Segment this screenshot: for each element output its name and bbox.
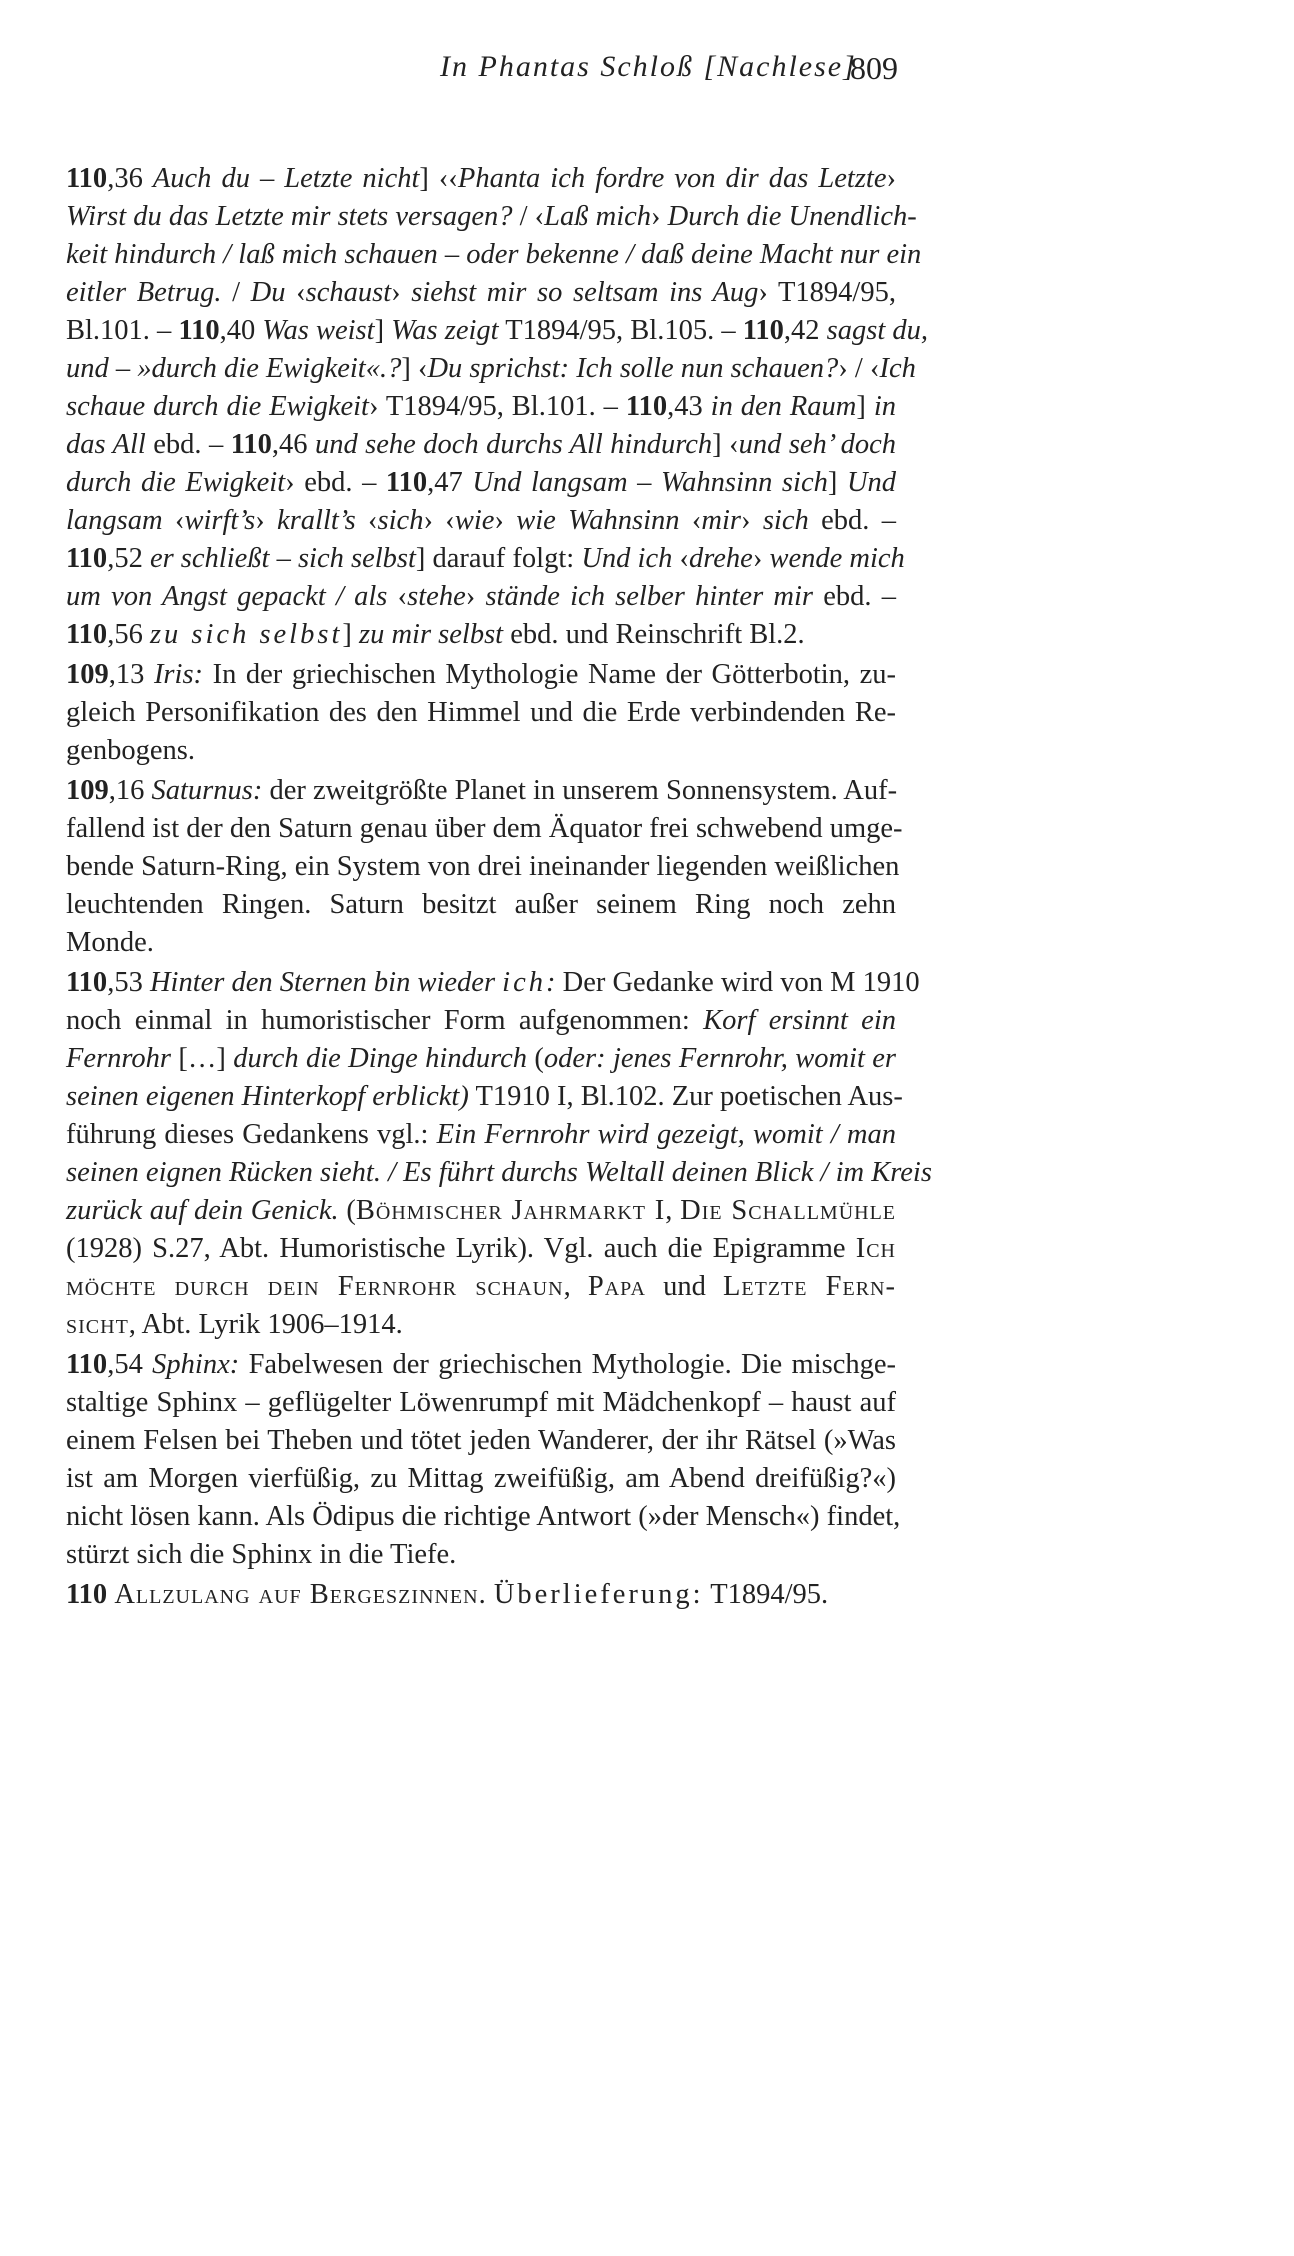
text-segment: ebd. – — [813, 581, 897, 612]
line-reference: 110 — [385, 467, 428, 498]
text-segment: Saturnus: — [151, 775, 263, 806]
line-reference: 110 — [66, 967, 108, 998]
text-line — [66, 810, 903, 848]
text-segment: Sphinx: — [152, 1349, 240, 1380]
text-segment: / — [221, 277, 251, 308]
text-segment: Wirst du das Letzte mir stets versagen? — [66, 201, 513, 232]
text-segment: , — [665, 1195, 681, 1226]
text-segment: Hinter den Sternen bin wieder — [149, 967, 503, 998]
text-segment: wie — [454, 505, 495, 536]
text-segment — [487, 1579, 494, 1610]
text-segment: in den Raum — [710, 391, 857, 422]
text-segment: um von Angst gepackt / als — [66, 581, 388, 612]
text-segment: ,36 — [107, 163, 153, 194]
text-segment: Ein Fernrohr wird gezeigt, womit / man — [436, 1119, 896, 1150]
text-segment: Letzte Fern- — [722, 1271, 896, 1302]
text-segment: Papa — [587, 1271, 646, 1302]
text-segment: der zweitgrößte Planet in unserem Sonnensystem. Auf- — [262, 775, 898, 806]
text-segment: und sehe doch durchs All hindurch — [314, 429, 713, 460]
line-reference: 110 — [625, 391, 668, 422]
text-segment: ‹ — [162, 505, 185, 536]
text-segment: › — [740, 505, 763, 536]
text-line — [66, 312, 929, 350]
text-line — [66, 616, 896, 654]
line-reference: 110 — [66, 163, 108, 194]
text-segment: Was zeigt — [391, 315, 499, 346]
text-segment: ,42 — [783, 315, 827, 346]
text-segment: ich — [502, 967, 546, 998]
text-line — [66, 1116, 896, 1154]
text-segment: Böhmischer Jahrmarkt I — [355, 1195, 666, 1226]
text-line — [66, 388, 896, 426]
text-line — [66, 886, 896, 924]
text-segment: ,53 — [107, 967, 150, 998]
text-segment: seinen eigenen Hinterkopf erblickt) — [66, 1081, 469, 1112]
text-segment: › T1894/95, — [758, 277, 896, 308]
text-line — [66, 1306, 896, 1344]
text-segment: schaue durch die Ewigkeit — [66, 391, 369, 422]
text-segment: staltige Sphinx – geflügelter Löwenrumpf mit Mädchenkopf – haust auf — [66, 1387, 896, 1418]
text-segment: langsam — [66, 505, 163, 536]
text-segment: ‹ — [355, 505, 378, 536]
text-segment: (1928) S.27, Abt. Humoristische Lyrik). Vgl. auch die Epigramme — [66, 1233, 856, 1264]
text-segment: Iris: — [153, 659, 204, 690]
text-segment: mir — [701, 505, 741, 536]
text-segment: und — [645, 1271, 723, 1302]
text-segment: › — [255, 505, 278, 536]
text-segment: Phanta ich fordre von dir das Letzte — [457, 163, 887, 194]
text-segment: ,47 — [427, 467, 473, 498]
text-segment: ebd. und Reinschrift Bl.2. — [503, 619, 805, 650]
text-segment: ‹ — [679, 505, 702, 536]
text-segment: führung dieses Gedankens vgl.: — [66, 1119, 437, 1150]
text-segment: ,56 — [107, 619, 150, 650]
text-segment: : — [546, 967, 556, 998]
text-line — [66, 1002, 896, 1040]
text-segment: ] — [827, 467, 847, 498]
text-segment: ] — [856, 391, 874, 422]
text-segment: Du sprichst: Ich solle nun schauen? — [427, 353, 839, 384]
text-segment: T1894/95. — [703, 1579, 829, 1610]
text-segment: Und langsam – Wahnsinn sich — [472, 467, 828, 498]
text-segment: wende mich — [769, 543, 905, 574]
text-segment: sicht — [66, 1309, 129, 1340]
text-segment: durch die Dinge hindurch — [233, 1043, 528, 1074]
text-segment: ist am Morgen vierfüßig, zu Mittag zweifüßig, am Abend dreifüßig?«) — [66, 1463, 896, 1494]
text-segment: möchte durch dein Fernrohr schaun — [66, 1271, 564, 1302]
text-line — [66, 964, 920, 1002]
text-line — [66, 1422, 896, 1460]
text-line — [66, 160, 896, 198]
line-reference: 110 — [66, 1579, 108, 1610]
text-segment: › ‹ — [423, 505, 455, 536]
text-segment: sagst du, — [826, 315, 929, 346]
text-segment: › — [651, 201, 668, 232]
text-segment: in — [873, 391, 896, 422]
text-segment: stürzt sich die Sphinx in die Tiefe. — [66, 1539, 457, 1570]
text-line — [66, 1230, 896, 1268]
text-segment: ,16 — [108, 775, 152, 806]
text-segment: ( — [527, 1043, 544, 1074]
text-line — [66, 578, 896, 616]
text-line — [66, 1040, 896, 1078]
text-segment: ‹ — [285, 277, 306, 308]
text-segment: das All — [66, 429, 146, 460]
text-segment: › — [494, 505, 517, 536]
text-line — [66, 1498, 901, 1536]
text-segment: krallt’s — [277, 505, 356, 536]
line-reference: 109 — [66, 775, 109, 806]
text-segment: Die Schallmühle — [680, 1195, 897, 1226]
text-line — [66, 464, 896, 502]
line-reference: 110 — [178, 315, 220, 346]
text-segment: ebd. – — [145, 429, 231, 460]
page-number: 809 — [850, 50, 898, 86]
text-segment: › — [391, 277, 412, 308]
text-line — [66, 274, 896, 312]
text-line — [66, 1536, 896, 1574]
text-segment: Allzulang auf Bergeszinnen. — [114, 1579, 487, 1610]
text-segment: ,52 — [107, 543, 150, 574]
text-segment: bende Saturn-Ring, ein System von drei ineinander liegenden weißlichen — [66, 851, 900, 882]
text-segment: ] ‹ — [712, 429, 739, 460]
text-segment: › ebd. – — [285, 467, 386, 498]
text-segment: […] — [171, 1043, 234, 1074]
text-segment: siehst mir so seltsam ins Aug — [411, 277, 759, 308]
text-segment: Ich — [879, 353, 916, 384]
text-line — [66, 732, 896, 770]
text-segment: gleich Personifikation des den Himmel und die Erde verbindenden Re- — [66, 697, 896, 728]
text-segment: Der Gedanke wird von M 1910 — [555, 967, 920, 998]
text-segment: sich — [762, 505, 809, 536]
text-segment: oder: jenes Fernrohr, womit er — [543, 1043, 896, 1074]
text-segment: durch die Ewigkeit — [66, 467, 286, 498]
text-segment: ,54 — [107, 1349, 153, 1380]
text-segment: ebd. – — [808, 505, 896, 536]
text-segment: ‹ — [672, 543, 689, 574]
text-segment: einem Felsen bei Theben und tötet jeden Wanderer, der ihr Rätsel (»Was — [66, 1425, 896, 1456]
text-segment: ‹ — [387, 581, 408, 612]
text-segment: Was weist — [262, 315, 375, 346]
text-segment: fallend ist der den Saturn genau über dem Äquator frei schwebend umge- — [66, 813, 903, 844]
text-line — [66, 848, 900, 886]
text-segment: Monde. — [66, 927, 154, 958]
text-segment: › / ‹ — [838, 353, 880, 384]
text-segment: noch einmal in humoristischer Form aufgenommen: — [66, 1005, 704, 1036]
text-segment: zu sich selbst — [149, 619, 343, 650]
text-line — [66, 1384, 896, 1422]
text-line — [66, 1576, 896, 1614]
text-segment: ] ‹ — [401, 353, 428, 384]
text-segment: ,13 — [108, 659, 154, 690]
text-segment: Durch die Unendlich- — [667, 201, 917, 232]
text-segment: Fabelwesen der griechischen Mythologie. Die mischge- — [239, 1349, 897, 1380]
text-line — [66, 236, 922, 274]
text-segment: und – »durch die Ewigkeit«.? — [66, 353, 402, 384]
line-reference: 110 — [230, 429, 272, 460]
text-segment: T1910 I, Bl.102. Zur poetischen Aus- — [468, 1081, 903, 1112]
text-segment: Ich — [855, 1233, 896, 1264]
text-line — [66, 1192, 896, 1230]
text-segment: › T1894/95, Bl.101. – — [368, 391, 626, 422]
text-segment: Und — [846, 467, 897, 498]
text-segment: wie Wahnsinn — [516, 505, 680, 536]
text-segment: ] — [374, 315, 392, 346]
text-segment: ] darauf folgt: — [415, 543, 582, 574]
text-line — [66, 540, 905, 578]
text-segment: genbogens. — [66, 735, 196, 766]
text-line — [66, 1346, 896, 1384]
text-line — [66, 350, 916, 388]
text-segment: Korf ersinnt ein — [703, 1005, 896, 1036]
text-segment: Auch du – Letzte nicht — [152, 163, 420, 194]
text-segment: › — [886, 163, 896, 194]
text-segment: drehe — [688, 543, 753, 574]
text-line — [66, 1268, 896, 1306]
text-segment: In der griechischen Mythologie Name der Götterbotin, zu- — [203, 659, 896, 690]
text-segment: sich — [377, 505, 424, 536]
text-segment: Bl.101. – — [66, 315, 179, 346]
text-segment: Du — [250, 277, 286, 308]
text-segment: Fernrohr — [66, 1043, 172, 1074]
text-segment: wirft’s — [184, 505, 256, 536]
text-line — [66, 656, 896, 694]
text-segment: ,46 — [271, 429, 315, 460]
line-reference: 110 — [66, 543, 108, 574]
text-segment: ] — [342, 619, 359, 650]
text-line — [66, 426, 896, 464]
text-segment: T1894/95, Bl.105. – — [498, 315, 743, 346]
line-reference: 110 — [66, 619, 108, 650]
text-segment: ( — [338, 1195, 356, 1226]
text-line — [66, 924, 896, 962]
text-line — [66, 694, 896, 732]
text-line — [66, 1154, 932, 1192]
text-segment: Überlieferung: — [493, 1579, 704, 1610]
text-segment: Laß mich — [544, 201, 652, 232]
line-reference: 109 — [66, 659, 109, 690]
text-segment: , Abt. Lyrik 1906–1914. — [128, 1309, 403, 1340]
text-segment: und seh’ doch — [738, 429, 896, 460]
text-segment: Und ich — [581, 543, 673, 574]
text-segment: er schließt – sich selbst — [149, 543, 416, 574]
text-segment: ,40 — [219, 315, 263, 346]
text-line — [66, 772, 896, 810]
text-segment: nicht lösen kann. Als Ödipus die richtige Antwort (»der Mensch«) findet, — [66, 1501, 901, 1532]
text-line — [66, 1460, 896, 1498]
text-segment: schaust — [305, 277, 392, 308]
text-segment: ] ‹‹ — [419, 163, 458, 194]
text-segment: zu mir selbst — [358, 619, 504, 650]
text-line — [66, 502, 896, 540]
text-segment: › — [465, 581, 486, 612]
text-segment: stände ich selber hinter mir — [485, 581, 813, 612]
text-segment: › — [752, 543, 770, 574]
text-line — [66, 1078, 903, 1116]
text-segment: keit hindurch / laß mich schauen – oder bekenne / daß deine Macht nur ein — [66, 239, 922, 270]
text-segment: zurück auf dein Genick. — [66, 1195, 339, 1226]
line-reference: 110 — [742, 315, 784, 346]
text-segment: / ‹ — [512, 201, 545, 232]
text-segment: eitler Betrug. — [66, 277, 222, 308]
text-segment: stehe — [407, 581, 466, 612]
text-segment: ,43 — [667, 391, 711, 422]
text-segment: seinen eignen Rücken sieht. / Es führt durchs Weltall deinen Blick / im Kreis — [66, 1157, 932, 1188]
text-segment: leuchtenden Ringen. Saturn besitzt außer seinem Ring noch zehn — [66, 889, 896, 920]
line-reference: 110 — [66, 1349, 108, 1380]
text-line — [66, 198, 917, 236]
text-segment: , — [563, 1271, 588, 1302]
running-title: In Phantas Schloß [Nachlese] — [440, 50, 857, 83]
